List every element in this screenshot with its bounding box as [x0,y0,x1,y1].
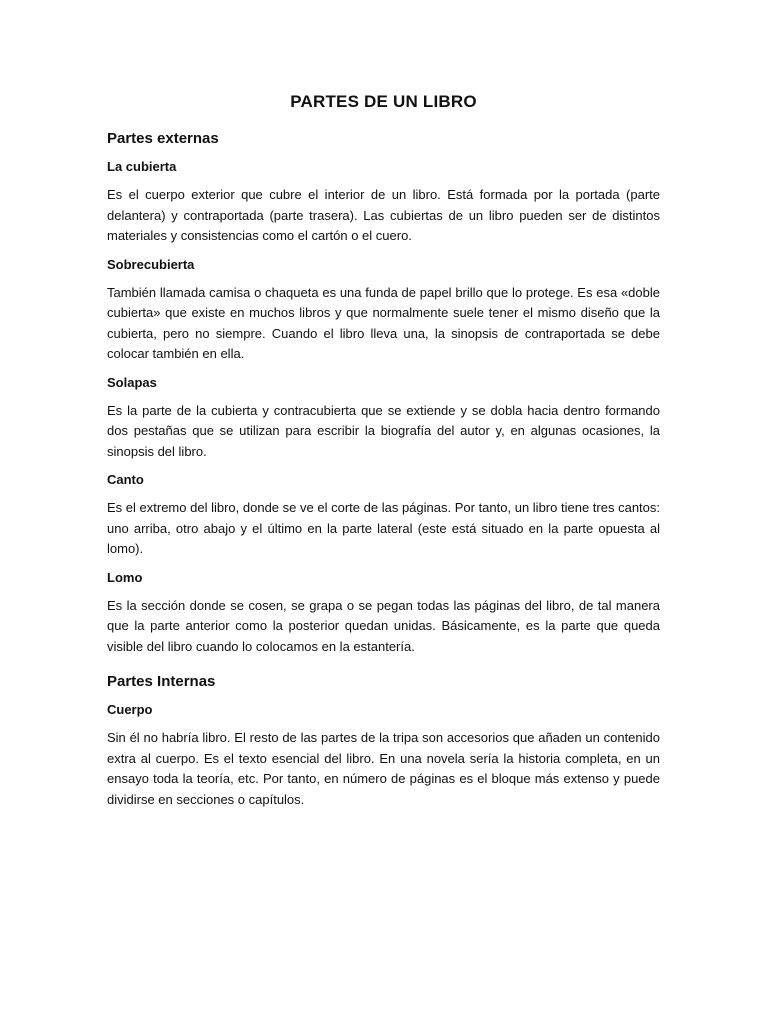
section-heading-external: Partes externas [107,130,219,147]
part-text-lomo: Es la sección donde se cosen, se grapa o se pegan todas las páginas del libro, de tal manera que la parte anterior como la posterior quedan unidas. Básicamente, es la parte que queda visible del libro cuando lo colocamos en la estantería. [107,597,660,654]
section-internal-parts [107,673,660,810]
part-text-cubierta: Es el cuerpo exterior que cubre el interior de un libro. Está formada por la portada (parte delantera) y contraportada (parte trasera). Las cubiertas de un libro pueden ser de distintos materiales y consistencias como el cartón o el cuero. [107,187,660,243]
document-page [107,92,660,820]
part-heading-cubierta: La cubierta [107,159,177,174]
document-title: PARTES DE UN LIBRO [290,92,477,111]
part-text-sobrecubierta: También llamada camisa o chaqueta es una funda de papel brillo que lo protege. Es esa «doble cubierta» que existe en muchos libros y que normalmente suele tener el mismo diseño que la cubierta, pero no siempre. Cuando el libro lleva una, la sinopsis de contraportada se debe colocar también en ella. [107,284,660,361]
part-text-canto: Es el extremo del libro, donde se ve el corte de las páginas. Por tanto, un libro tiene tres cantos: uno arriba, otro abajo y el último en la parte lateral (este está situado en la parte opuesta al lomo). [107,500,660,556]
part-heading-canto: Canto [107,472,144,487]
part-heading-cuerpo: Cuerpo [107,702,153,717]
section-external-parts [107,130,660,657]
part-text-solapas: Es la parte de la cubierta y contracubierta que se extiende y se dobla hacia dentro formando dos pestañas que se utilizan para escribir la biografía del autor y, en algunas ocasiones, la sinopsis del libro. [107,402,660,459]
part-heading-lomo: Lomo [107,569,143,585]
part-heading-sobrecubierta: Sobrecubierta [107,256,195,272]
part-heading-solapas: Solapas [107,374,157,390]
part-text-cuerpo: Sin él no habría libro. El resto de las partes de la tripa son accesorios que añaden un contenido extra al cuerpo. Es el texto esencial del libro. En una novela sería la historia completa, en un ensayo toda la teoría, etc. Por tanto, en número de páginas es el bloque más extenso y puede dividirse en secciones o capítulos. [107,730,660,807]
section-heading-internal: Partes Internas [107,673,216,690]
